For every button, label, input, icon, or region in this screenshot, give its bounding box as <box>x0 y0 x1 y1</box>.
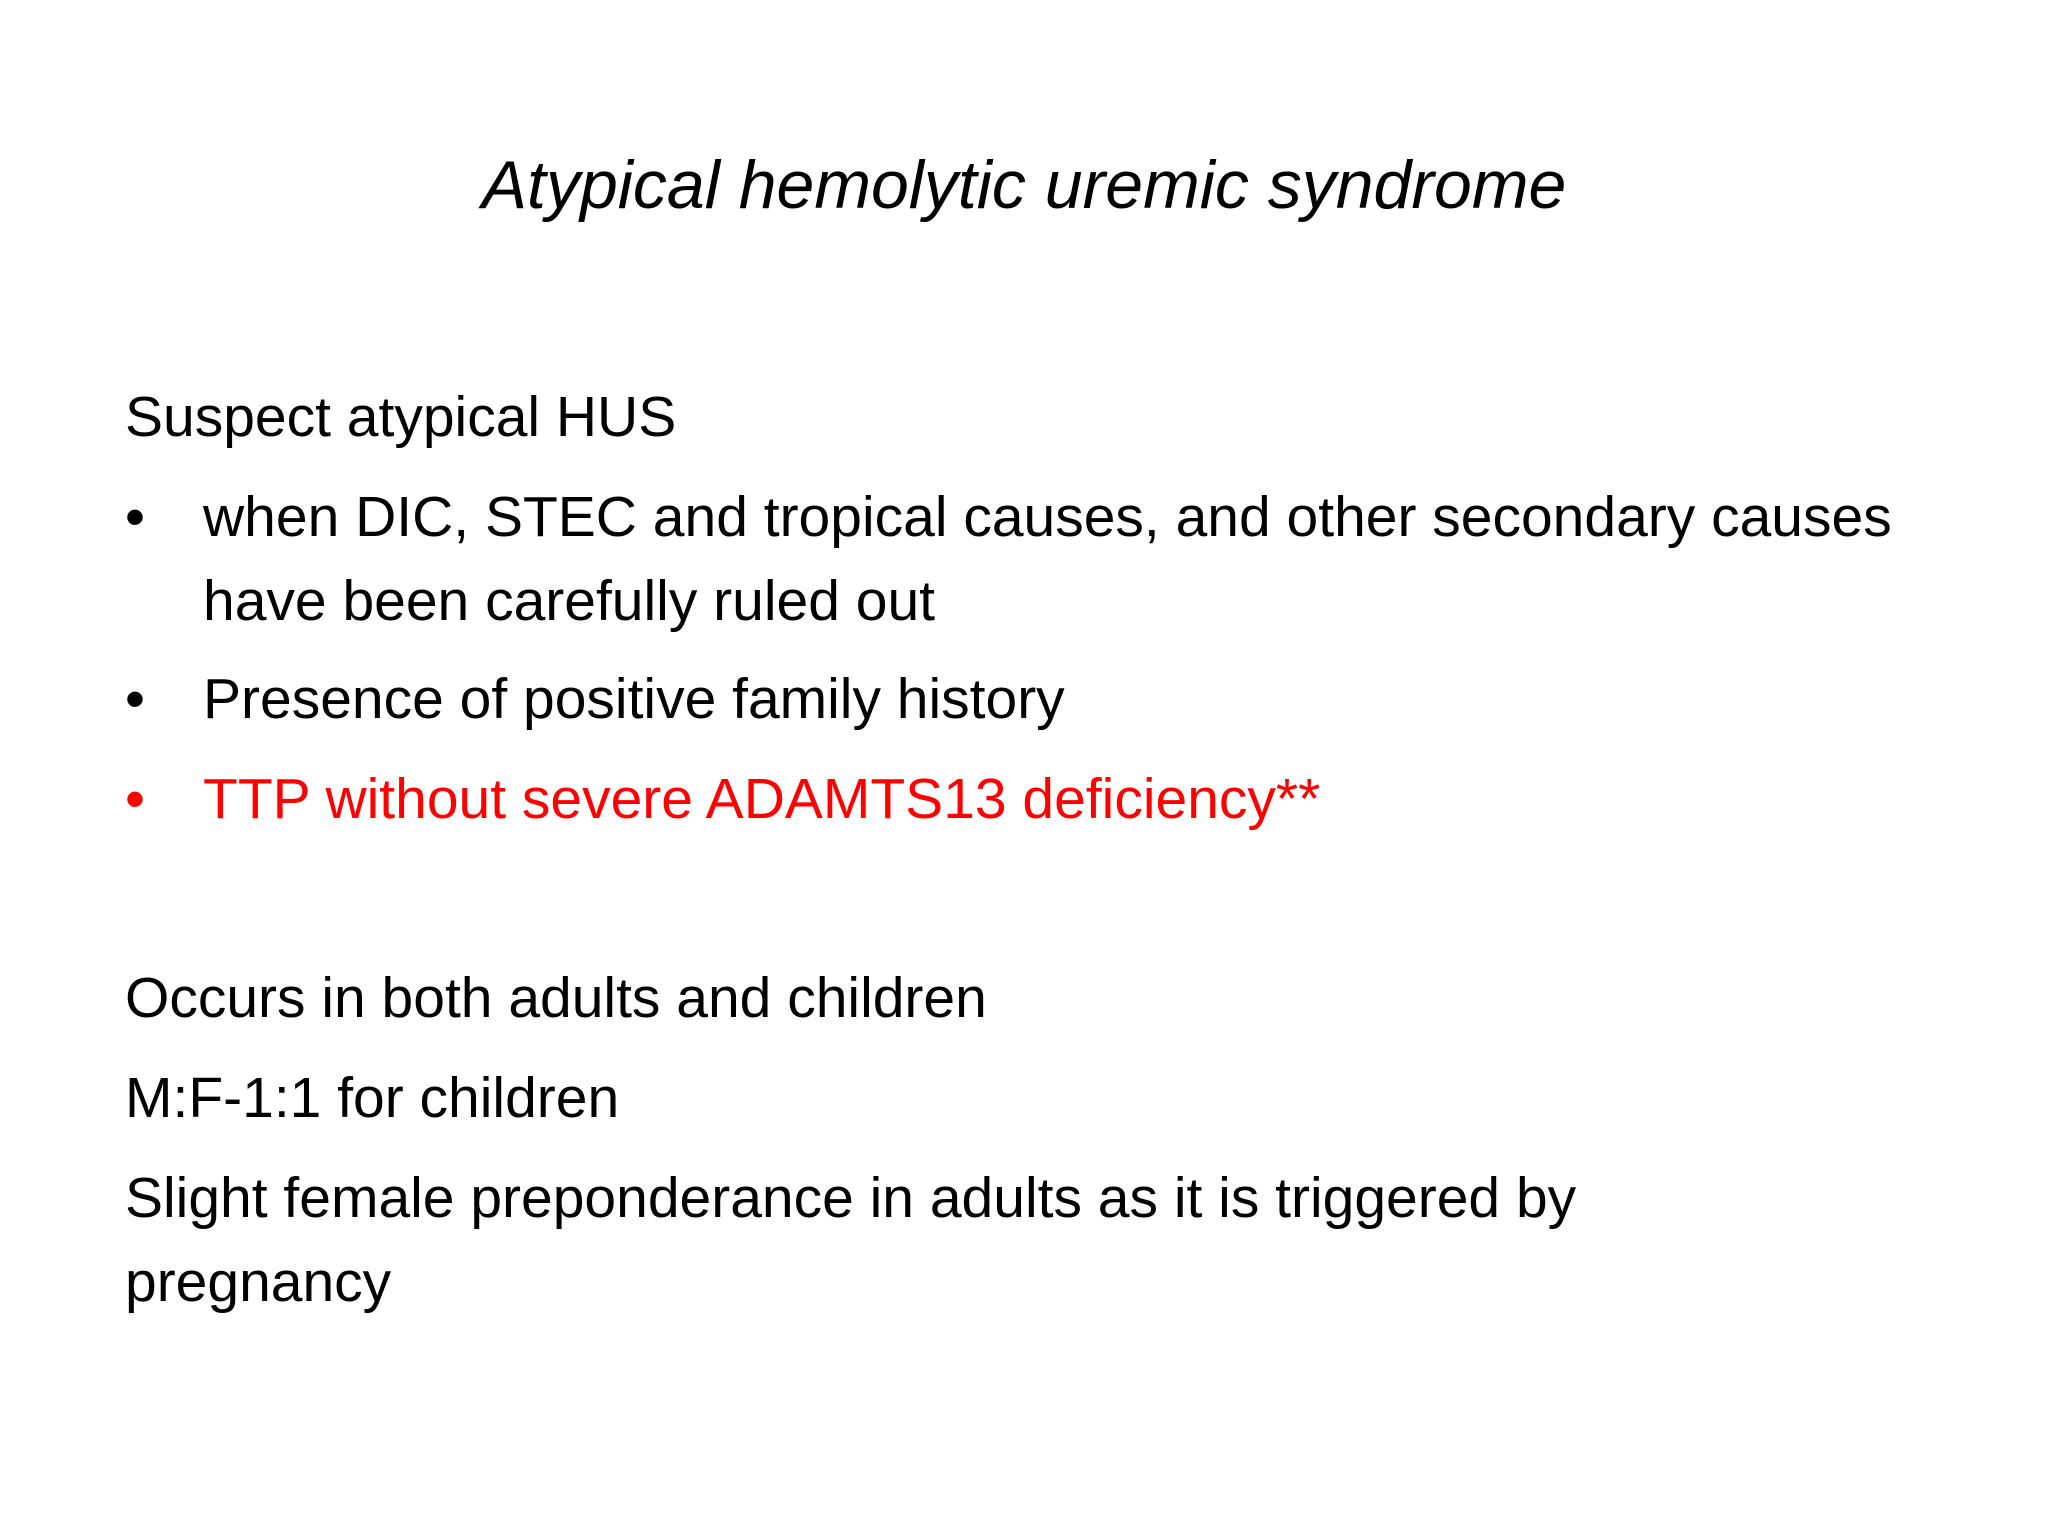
bullet-text: Presence of positive family history <box>203 667 1065 731</box>
female-preponderance-text: Slight female preponderance in adults as it is triggered by pregnancy <box>125 1166 1577 1314</box>
bullet-text: TTP without severe ADAMTS13 deficiency** <box>203 767 1321 831</box>
suspect-heading: Suspect atypical HUS <box>125 385 677 449</box>
bullet-marker: • <box>125 767 145 831</box>
ratio-text: M:F-1:1 for children <box>125 1066 620 1130</box>
bullet-text: when DIC, STEC and tropical causes, and other secondary causes have been carefully ruled out <box>203 485 1892 633</box>
bullet-marker: • <box>125 485 145 549</box>
bullet-marker: • <box>125 667 145 731</box>
occurs-text: Occurs in both adults and children <box>125 966 987 1030</box>
slide-title: Atypical hemolytic uremic syndrome <box>481 147 1567 223</box>
